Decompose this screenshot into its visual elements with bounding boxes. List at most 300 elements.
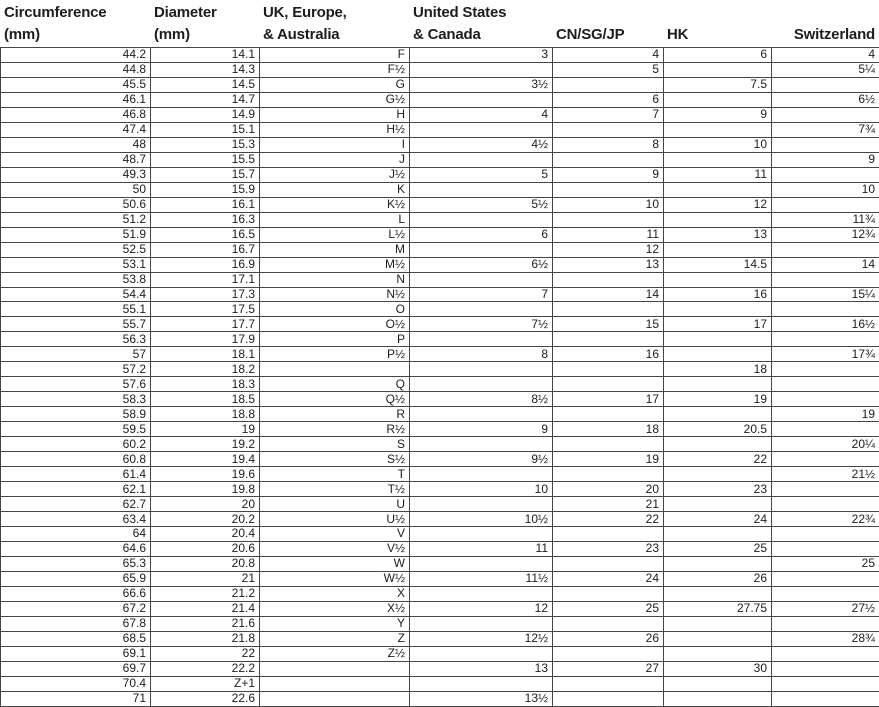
table-cell: [410, 676, 553, 691]
table-cell: 22: [664, 452, 772, 467]
table-cell: [410, 272, 553, 287]
table-row: [1, 512, 879, 527]
table-cell: [664, 62, 772, 77]
table-cell: U½: [260, 512, 410, 527]
table-cell: [664, 676, 772, 691]
table-cell: [410, 497, 553, 512]
table-row: [1, 48, 879, 63]
table-cell: [553, 467, 664, 482]
table-cell: 13: [410, 661, 553, 676]
table-cell: 21: [151, 571, 260, 586]
table-cell: [772, 571, 879, 586]
table-cell: 25: [664, 541, 772, 556]
table-cell: 10½: [410, 512, 553, 527]
table-row: [1, 107, 879, 122]
table-cell: [772, 646, 879, 661]
table-cell: 26: [553, 631, 664, 646]
table-cell: 25: [553, 601, 664, 616]
table-cell: [410, 646, 553, 661]
table-cell: 8½: [410, 392, 553, 407]
table-cell: [664, 92, 772, 107]
table-cell: H: [260, 107, 410, 122]
column-header-label: HK: [667, 26, 689, 43]
table-cell: G: [260, 77, 410, 92]
table-cell: N½: [260, 287, 410, 302]
table-cell: [553, 272, 664, 287]
table-row: [1, 272, 879, 287]
table-cell: 14.5: [151, 77, 260, 92]
table-cell: 57.2: [1, 362, 151, 377]
table-cell: 19.8: [151, 482, 260, 497]
table-cell: N: [260, 272, 410, 287]
column-header-label-spacer: [556, 2, 663, 24]
table-cell: 8: [410, 347, 553, 362]
table-cell: 12: [410, 601, 553, 616]
table-cell: 4: [410, 107, 553, 122]
table-cell: 7.5: [664, 77, 772, 92]
table-cell: 27: [553, 661, 664, 676]
table-cell: [772, 422, 879, 437]
table-cell: 19: [772, 407, 879, 422]
table-cell: [553, 676, 664, 691]
table-cell: L: [260, 212, 410, 227]
table-cell: [553, 646, 664, 661]
table-row: [1, 302, 879, 317]
table-cell: 62.1: [1, 482, 151, 497]
table-row: [1, 287, 879, 302]
table-cell: 18.3: [151, 377, 260, 392]
table-cell: 16.1: [151, 197, 260, 212]
table-cell: [410, 62, 553, 77]
table-cell: 5: [410, 167, 553, 182]
table-cell: [772, 452, 879, 467]
table-cell: [664, 332, 772, 347]
table-cell: T½: [260, 482, 410, 497]
table-cell: 70.4: [1, 676, 151, 691]
table-cell: [410, 556, 553, 571]
table-cell: [772, 377, 879, 392]
table-cell: Y: [260, 616, 410, 631]
table-row: [1, 152, 879, 167]
table-cell: [410, 616, 553, 631]
table-cell: 5½: [410, 197, 553, 212]
table-header: [0, 0, 879, 47]
table-cell: 18: [664, 362, 772, 377]
table-cell: [664, 616, 772, 631]
table-cell: [664, 646, 772, 661]
table-cell: J½: [260, 167, 410, 182]
table-cell: 16.7: [151, 242, 260, 257]
table-cell: 8: [553, 137, 664, 152]
table-cell: 17.1: [151, 272, 260, 287]
table-cell: 5¼: [772, 62, 879, 77]
table-cell: V: [260, 527, 410, 542]
table-row: [1, 691, 879, 706]
table-cell: 21.2: [151, 586, 260, 601]
table-cell: 59.5: [1, 422, 151, 437]
table-cell: 11: [410, 541, 553, 556]
table-cell: 20: [151, 497, 260, 512]
table-cell: [772, 527, 879, 542]
table-cell: 18: [553, 422, 664, 437]
table-cell: 9: [553, 167, 664, 182]
table-cell: [260, 676, 410, 691]
table-cell: J: [260, 152, 410, 167]
table-cell: 66.6: [1, 586, 151, 601]
table-cell: O½: [260, 317, 410, 332]
column-header-diameter: [150, 0, 259, 46]
table-row: [1, 676, 879, 691]
table-cell: 48.7: [1, 152, 151, 167]
table-cell: 21.8: [151, 631, 260, 646]
table-cell: 15.5: [151, 152, 260, 167]
table-cell: Z½: [260, 646, 410, 661]
table-cell: 17.7: [151, 317, 260, 332]
table-cell: 22: [553, 512, 664, 527]
table-cell: 18.5: [151, 392, 260, 407]
table-cell: 27.75: [664, 601, 772, 616]
table-cell: [772, 272, 879, 287]
table-row: [1, 646, 879, 661]
table-cell: 15¼: [772, 287, 879, 302]
table-cell: 13: [553, 257, 664, 272]
column-header-label-spacer: [667, 2, 771, 24]
table-cell: 14.5: [664, 257, 772, 272]
table-cell: 16.3: [151, 212, 260, 227]
table-cell: [664, 556, 772, 571]
table-cell: 23: [664, 482, 772, 497]
table-cell: 3: [410, 48, 553, 63]
table-cell: 23: [553, 541, 664, 556]
table-cell: 19.4: [151, 452, 260, 467]
table-cell: [664, 437, 772, 452]
table-cell: S½: [260, 452, 410, 467]
table-cell: 60.2: [1, 437, 151, 452]
table-cell: 67.8: [1, 616, 151, 631]
table-cell: I: [260, 137, 410, 152]
table-cell: 20.4: [151, 527, 260, 542]
table-cell: 58.9: [1, 407, 151, 422]
table-row: [1, 437, 879, 452]
column-header-label: CN/SG/JP: [556, 26, 625, 43]
column-header-switzerland: [771, 0, 879, 46]
table-cell: [410, 212, 553, 227]
table-cell: 20¼: [772, 437, 879, 452]
table-cell: 17.9: [151, 332, 260, 347]
table-cell: 22.6: [151, 691, 260, 706]
table-cell: [664, 152, 772, 167]
table-cell: 14.9: [151, 107, 260, 122]
table-cell: 46.8: [1, 107, 151, 122]
table-cell: [260, 362, 410, 377]
table-cell: R: [260, 407, 410, 422]
table-cell: 14.1: [151, 48, 260, 63]
table-cell: 63.4: [1, 512, 151, 527]
column-header-label-line2: & Canada: [413, 26, 481, 43]
table-cell: [664, 527, 772, 542]
table-cell: [553, 616, 664, 631]
table-cell: [553, 437, 664, 452]
table-cell: U: [260, 497, 410, 512]
table-cell: 65.3: [1, 556, 151, 571]
column-header-cn-sg-jp: [552, 0, 663, 46]
column-header-label: UK, Europe,: [263, 4, 347, 21]
table-row: [1, 257, 879, 272]
table-row: [1, 616, 879, 631]
table-cell: 49.3: [1, 167, 151, 182]
table-cell: T: [260, 467, 410, 482]
table-cell: 12: [553, 242, 664, 257]
table-cell: 6½: [410, 257, 553, 272]
table-row: [1, 571, 879, 586]
table-cell: [410, 242, 553, 257]
table-cell: 15.3: [151, 137, 260, 152]
table-cell: 52.5: [1, 242, 151, 257]
column-header-label-line2: & Australia: [263, 26, 340, 43]
table-row: [1, 497, 879, 512]
table-body: [1, 48, 879, 707]
table-cell: [772, 302, 879, 317]
table-cell: [410, 377, 553, 392]
table-cell: [772, 392, 879, 407]
table-cell: 7¾: [772, 122, 879, 137]
table-cell: 22: [151, 646, 260, 661]
table-cell: 19.2: [151, 437, 260, 452]
table-cell: 47.4: [1, 122, 151, 137]
table-cell: 51.9: [1, 227, 151, 242]
table-cell: [410, 527, 553, 542]
column-header-label: Switzerland: [793, 26, 875, 43]
table-cell: [664, 407, 772, 422]
table-cell: [664, 122, 772, 137]
table-cell: 24: [664, 512, 772, 527]
table-cell: G½: [260, 92, 410, 107]
table-cell: P½: [260, 347, 410, 362]
table-cell: 6½: [772, 92, 879, 107]
table-cell: 9: [772, 152, 879, 167]
table-cell: [664, 347, 772, 362]
table-cell: 11: [553, 227, 664, 242]
table-cell: 57: [1, 347, 151, 362]
table-cell: 16: [664, 287, 772, 302]
table-cell: 22¾: [772, 512, 879, 527]
table-row: [1, 392, 879, 407]
table-cell: [553, 302, 664, 317]
table-cell: 69.1: [1, 646, 151, 661]
table-row: [1, 122, 879, 137]
table-cell: 17: [664, 317, 772, 332]
table-cell: 55.7: [1, 317, 151, 332]
table-cell: 30: [664, 661, 772, 676]
table-cell: X: [260, 586, 410, 601]
table-cell: [772, 197, 879, 212]
table-cell: 15.9: [151, 182, 260, 197]
table-cell: 58.3: [1, 392, 151, 407]
table-cell: [553, 556, 664, 571]
table-cell: W: [260, 556, 410, 571]
table-cell: 15: [553, 317, 664, 332]
table-cell: 9: [410, 422, 553, 437]
table-cell: 25: [772, 556, 879, 571]
table-cell: 44.8: [1, 62, 151, 77]
table-cell: 4: [553, 48, 664, 63]
table-cell: Q½: [260, 392, 410, 407]
table-cell: 21½: [772, 467, 879, 482]
table-row: [1, 527, 879, 542]
table-cell: [772, 541, 879, 556]
table-row: [1, 77, 879, 92]
table-cell: 57.6: [1, 377, 151, 392]
table-cell: 20.6: [151, 541, 260, 556]
table-cell: 17.5: [151, 302, 260, 317]
table-cell: 10: [410, 482, 553, 497]
table-cell: [410, 586, 553, 601]
table-cell: 53.8: [1, 272, 151, 287]
table-cell: [772, 167, 879, 182]
table-cell: 4½: [410, 137, 553, 152]
table-cell: 6: [553, 92, 664, 107]
table-cell: F: [260, 48, 410, 63]
table-row: [1, 362, 879, 377]
table-cell: 60.8: [1, 452, 151, 467]
table-cell: 45.5: [1, 77, 151, 92]
table-cell: 19: [553, 452, 664, 467]
table-cell: 6: [664, 48, 772, 63]
table-cell: 54.4: [1, 287, 151, 302]
table-cell: M: [260, 242, 410, 257]
table-cell: 19: [664, 392, 772, 407]
table-cell: 50: [1, 182, 151, 197]
column-header-label: United States: [413, 4, 507, 21]
table-cell: 27½: [772, 601, 879, 616]
table-cell: 46.1: [1, 92, 151, 107]
table-cell: 64.6: [1, 541, 151, 556]
table-cell: S: [260, 437, 410, 452]
table-cell: 11: [664, 167, 772, 182]
table-cell: Z: [260, 631, 410, 646]
table-cell: 4: [772, 48, 879, 63]
column-header-uk-europe-australia: [259, 0, 409, 46]
column-header-hk: [663, 0, 771, 46]
ring-size-table: [0, 47, 879, 707]
table-cell: 5: [553, 62, 664, 77]
table-cell: X½: [260, 601, 410, 616]
table-cell: [410, 92, 553, 107]
table-cell: W½: [260, 571, 410, 586]
table-cell: 16.5: [151, 227, 260, 242]
table-cell: 15.7: [151, 167, 260, 182]
table-cell: 69.7: [1, 661, 151, 676]
table-row: [1, 167, 879, 182]
table-cell: [772, 676, 879, 691]
table-row: [1, 347, 879, 362]
table-cell: [664, 272, 772, 287]
table-cell: V½: [260, 541, 410, 556]
table-cell: [664, 302, 772, 317]
table-cell: 48: [1, 137, 151, 152]
table-cell: 18.1: [151, 347, 260, 362]
table-cell: [772, 586, 879, 601]
table-cell: 10: [553, 197, 664, 212]
table-cell: 11½: [410, 571, 553, 586]
table-cell: M½: [260, 257, 410, 272]
table-cell: 68.5: [1, 631, 151, 646]
table-row: [1, 227, 879, 242]
table-row: [1, 197, 879, 212]
table-cell: 7: [410, 287, 553, 302]
column-header-label: Circumference: [4, 4, 107, 21]
table-cell: H½: [260, 122, 410, 137]
table-cell: [410, 467, 553, 482]
table-cell: [410, 122, 553, 137]
column-header-unit: (mm): [4, 26, 40, 43]
table-cell: K: [260, 182, 410, 197]
table-cell: 18.2: [151, 362, 260, 377]
table-cell: [553, 77, 664, 92]
table-cell: 12: [664, 197, 772, 212]
table-cell: [664, 586, 772, 601]
table-row: [1, 541, 879, 556]
table-cell: 13½: [410, 691, 553, 706]
table-cell: 55.1: [1, 302, 151, 317]
table-cell: 44.2: [1, 48, 151, 63]
column-header-label-spacer: [771, 2, 875, 24]
table-cell: [772, 332, 879, 347]
table-cell: [410, 302, 553, 317]
table-cell: [553, 182, 664, 197]
table-cell: 9½: [410, 452, 553, 467]
table-cell: 50.6: [1, 197, 151, 212]
table-cell: 9: [664, 107, 772, 122]
table-cell: 61.4: [1, 467, 151, 482]
table-cell: [772, 107, 879, 122]
column-header-circumference: [0, 0, 150, 46]
table-cell: 56.3: [1, 332, 151, 347]
table-row: [1, 482, 879, 497]
table-cell: [664, 691, 772, 706]
table-cell: 28¾: [772, 631, 879, 646]
table-cell: [260, 691, 410, 706]
table-cell: [664, 212, 772, 227]
table-cell: [553, 407, 664, 422]
table-cell: [410, 332, 553, 347]
column-header-unit: (mm): [154, 26, 190, 43]
table-cell: [664, 467, 772, 482]
table-cell: 62.7: [1, 497, 151, 512]
table-cell: [410, 437, 553, 452]
table-cell: [772, 77, 879, 92]
table-cell: [664, 242, 772, 257]
table-cell: [772, 661, 879, 676]
table-cell: 15.1: [151, 122, 260, 137]
table-cell: [260, 661, 410, 676]
table-cell: 53.1: [1, 257, 151, 272]
table-row: [1, 242, 879, 257]
table-row: [1, 317, 879, 332]
table-row: [1, 407, 879, 422]
table-cell: [664, 182, 772, 197]
table-cell: 19.6: [151, 467, 260, 482]
table-cell: 11¾: [772, 212, 879, 227]
table-cell: 51.2: [1, 212, 151, 227]
table-cell: 21.6: [151, 616, 260, 631]
table-cell: 20.5: [664, 422, 772, 437]
table-cell: 17: [553, 392, 664, 407]
table-cell: 20: [553, 482, 664, 497]
table-cell: 12¾: [772, 227, 879, 242]
table-cell: [410, 152, 553, 167]
table-row: [1, 212, 879, 227]
